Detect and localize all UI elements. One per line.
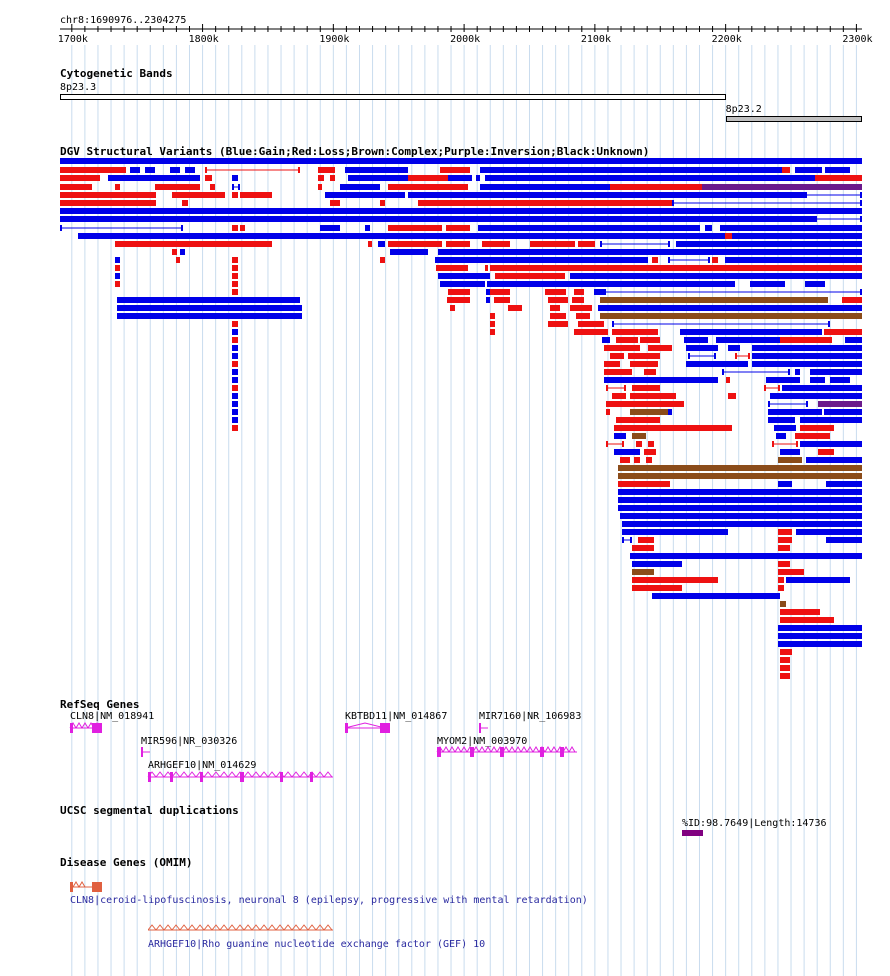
arhgef10-omim-intron — [196, 925, 204, 930]
arhgef10-omim-intron — [324, 925, 332, 930]
omim-track-title: Disease Genes (OMIM) — [60, 856, 193, 869]
myom2-intron — [551, 747, 557, 752]
arhgef10-omim-glyph[interactable] — [148, 924, 338, 936]
cln8-omim-label: CLN8|ceroid-lipofuscinosis, neuronal 8 (epilepsy, progressive with mental retardation) — [70, 895, 588, 906]
myom2-intron — [527, 747, 533, 752]
ruler-tick-label: 1800k — [188, 34, 219, 45]
cln8-omim-glyph[interactable] — [70, 881, 104, 893]
arhgef10-intron — [252, 772, 260, 777]
refseq-gene-label[interactable]: KBTBD11|NM_014867 — [345, 711, 448, 722]
arhgef10-intron — [156, 772, 164, 777]
dgv-track-title: DGV Structural Variants (Blue:Gain;Red:Loss;Brown:Complex;Purple:Inversion;Black:Unknown) — [60, 145, 650, 158]
arhgef10-omim-intron — [244, 925, 252, 930]
myom2-intron — [533, 747, 539, 752]
arhgef10-intron — [180, 772, 188, 777]
refseq-gene-label[interactable]: MIR596|NR_030326 — [141, 736, 238, 747]
cln8-intron — [82, 723, 88, 728]
arhgef10-omim-intron — [252, 925, 260, 930]
arhgef10-intron — [172, 772, 180, 777]
arhgef10-intron — [316, 772, 324, 777]
arhgef10-omim-intron — [276, 925, 284, 930]
arhgef10-intron — [204, 772, 212, 777]
kbtbd11-intron — [345, 723, 385, 728]
arhgef10-omim-intron — [292, 925, 300, 930]
arhgef10-omim-intron — [236, 925, 244, 930]
arhgef10-intron — [220, 772, 228, 777]
refseq-track-title: RefSeq Genes — [60, 698, 140, 711]
refseq-gene-label[interactable]: MIR7160|NR_106983 — [479, 711, 582, 722]
arhgef10-omim-intron — [316, 925, 324, 930]
arhgef10-intron — [260, 772, 268, 777]
myom2-intron — [569, 747, 575, 752]
arhgef10-omim-intron — [228, 925, 236, 930]
mir596-exon — [141, 747, 143, 757]
ruler-tick-label: 2100k — [580, 34, 611, 45]
ruler-tick-label: 1700k — [57, 34, 88, 45]
arhgef10-omim-intron — [180, 925, 188, 930]
arhgef10-intron — [324, 772, 332, 777]
arhgef10-omim-intron — [148, 925, 156, 930]
arhgef10-omim-intron — [284, 925, 292, 930]
segdup-track-title: UCSC segmental duplications — [60, 804, 239, 817]
refseq-gene-label[interactable]: ARHGEF10|NM_014629 — [148, 760, 257, 771]
arhgef10-omim-intron — [172, 925, 180, 930]
ruler-tick-label: 2000k — [450, 34, 481, 45]
segdup-label: %ID:98.7649|Length:14736 — [682, 818, 827, 829]
mir7160-exon — [479, 723, 481, 733]
arhgef10-intron — [284, 772, 292, 777]
region-label: chr8:1690976..2304275 — [60, 15, 187, 26]
ruler-tick-label: 1900k — [319, 34, 350, 45]
arhgef10-omim-intron — [308, 925, 316, 930]
arhgef10-omim-intron — [204, 925, 212, 930]
cytoband-label: 8p23.3 — [60, 82, 97, 93]
arhgef10-omim-intron — [268, 925, 276, 930]
arhgef10-intron — [212, 772, 220, 777]
arhgef10-omim-intron — [260, 925, 268, 930]
arhgef10-omim-intron — [220, 925, 228, 930]
arhgef10-omim-intron — [300, 925, 308, 930]
arhgef10-omim-intron — [212, 925, 220, 930]
ruler-tick-label: 2300k — [842, 34, 873, 45]
refseq-gene-label[interactable]: CLN8|NM_018941 — [70, 711, 155, 722]
arhgef10-omim-label: ARHGEF10|Rho guanine nucleotide exchange factor (GEF) 10 — [148, 939, 486, 950]
cytoband-label: 8p23.2 — [725, 104, 762, 115]
arhgef10-intron — [268, 772, 276, 777]
cln8-intron — [76, 723, 82, 728]
arhgef10-intron — [300, 772, 308, 777]
arhgef10-omim-intron — [164, 925, 172, 930]
arhgef10-intron — [228, 772, 236, 777]
segdup-feature[interactable] — [682, 830, 703, 836]
cyto-track-title: Cytogenetic Bands — [60, 67, 173, 80]
arhgef10-intron — [292, 772, 300, 777]
arhgef10-intron — [244, 772, 252, 777]
arhgef10-omim-intron — [156, 925, 164, 930]
ruler-tick-label: 2200k — [711, 34, 742, 45]
arhgef10-omim-intron — [188, 925, 196, 930]
refseq-gene-label[interactable]: MYOM2|NM_003970 — [437, 736, 528, 747]
myom2-intron — [545, 747, 551, 752]
arhgef10-intron — [188, 772, 196, 777]
